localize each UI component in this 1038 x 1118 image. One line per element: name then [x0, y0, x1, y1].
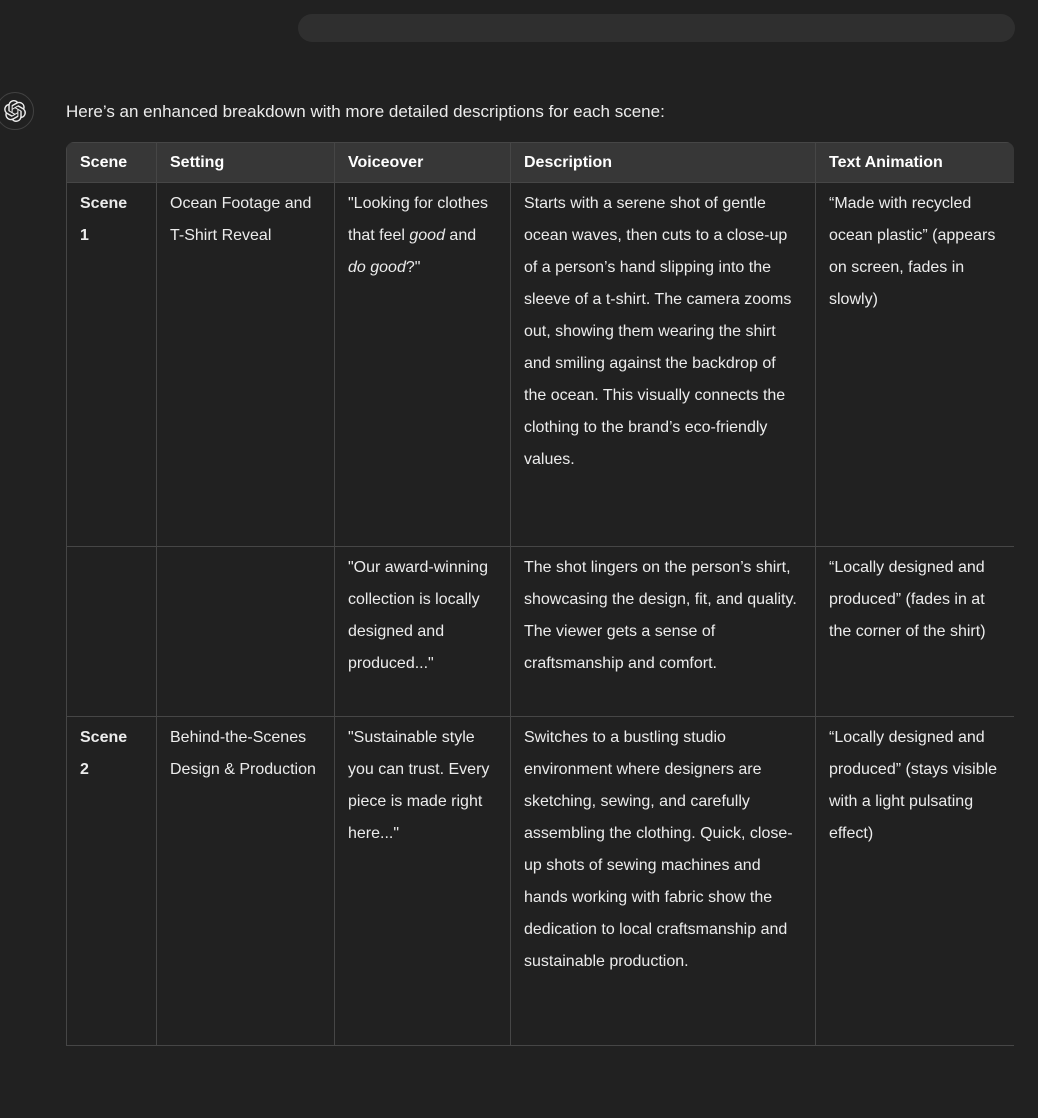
column-header-text-animation: Text Animation	[816, 143, 1015, 183]
assistant-message-content	[66, 92, 1038, 1046]
table-header-row	[67, 143, 1015, 183]
cell-voiceover: "Our award-winning collection is locally designed and produced..."	[335, 547, 511, 717]
column-header-description: Description	[511, 143, 816, 183]
cell-text-animation: “Locally designed and produced” (fades in at the corner of the shirt)	[816, 547, 1015, 717]
column-header-scene: Scene	[67, 143, 157, 183]
cell-setting: Ocean Footage and T-Shirt Reveal	[157, 183, 335, 547]
user-message-row	[0, 0, 1038, 42]
user-message-bubble	[298, 14, 1015, 42]
cell-voiceover: "Looking for clothes that feel good and do good?"	[335, 183, 511, 547]
cell-setting: Behind-the-Scenes Design & Production	[157, 717, 335, 1046]
table-row-scene-2	[67, 717, 1015, 1046]
assistant-message-row	[0, 92, 1038, 1046]
cell-text-animation: “Made with recycled ocean plastic” (appears on screen, fades in slowly)	[816, 183, 1015, 547]
column-header-voiceover: Voiceover	[335, 143, 511, 183]
table-row-scene-1-continued	[67, 547, 1015, 717]
openai-logo-icon	[4, 100, 26, 122]
scenes-table	[66, 142, 1014, 1046]
cell-description: Starts with a serene shot of gentle ocean waves, then cuts to a close-up of a person’s hand slipping into the sleeve of a t-shirt. The camera zooms out, showing them wearing the shirt and smiling against the backdrop of the ocean. This visually connects the clothing to the brand’s eco-friendly values.	[511, 183, 816, 547]
column-header-setting: Setting	[157, 143, 335, 183]
cell-setting	[157, 547, 335, 717]
cell-description: The shot lingers on the person’s shirt, showcasing the design, fit, and quality. The viewer gets a sense of craftsmanship and comfort.	[511, 547, 816, 717]
scenes-table-container	[66, 142, 1014, 1046]
cell-scene: Scene 2	[67, 717, 157, 1046]
assistant-intro-text: Here’s an enhanced breakdown with more detailed descriptions for each scene:	[66, 102, 665, 121]
table-row-scene-1	[67, 183, 1015, 547]
cell-scene	[67, 547, 157, 717]
assistant-avatar	[0, 92, 34, 130]
cell-voiceover: "Sustainable style you can trust. Every piece is made right here..."	[335, 717, 511, 1046]
cell-scene: Scene 1	[67, 183, 157, 547]
cell-description: Switches to a bustling studio environment where designers are sketching, sewing, and carefully assembling the clothing. Quick, close-up shots of sewing machines and hands working with fabric show the dedication to local craftsmanship and sustainable production.	[511, 717, 816, 1046]
cell-text-animation: “Locally designed and produced” (stays visible with a light pulsating effect)	[816, 717, 1015, 1046]
